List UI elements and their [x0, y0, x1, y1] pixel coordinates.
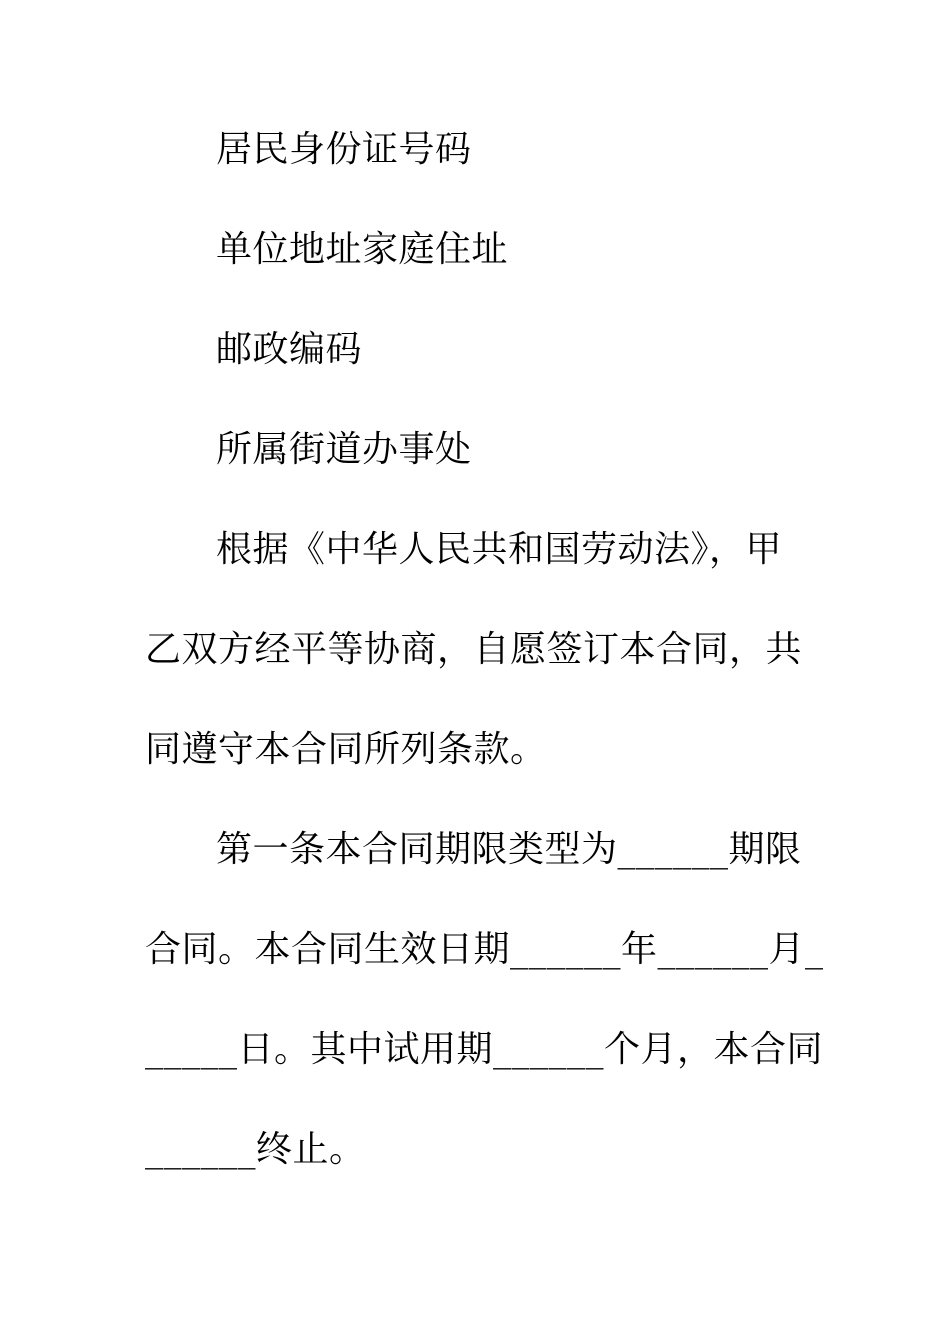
street-office-label: 所属街道办事处 — [216, 429, 472, 470]
address-label: 单位地址家庭住址 — [216, 229, 509, 270]
article-1-line-3: _____日。其中试用期______个月，本合同 — [145, 1029, 824, 1070]
preamble-line-1: 根据《中华人民共和国劳动法》，甲 — [216, 529, 783, 570]
id-number-label: 居民身份证号码 — [216, 129, 472, 170]
article-1-line-1: 第一条本合同期限类型为______期限 — [216, 829, 802, 870]
preamble-line-2: 乙双方经平等协商，自愿签订本合同，共 — [145, 629, 803, 670]
preamble-line-3: 同遵守本合同所列条款。 — [145, 729, 547, 770]
article-1-line-4: ______终止。 — [145, 1129, 366, 1170]
article-1-line-2: 合同。本合同生效日期______年______月_ — [145, 929, 824, 970]
postal-code-label: 邮政编码 — [216, 329, 363, 370]
